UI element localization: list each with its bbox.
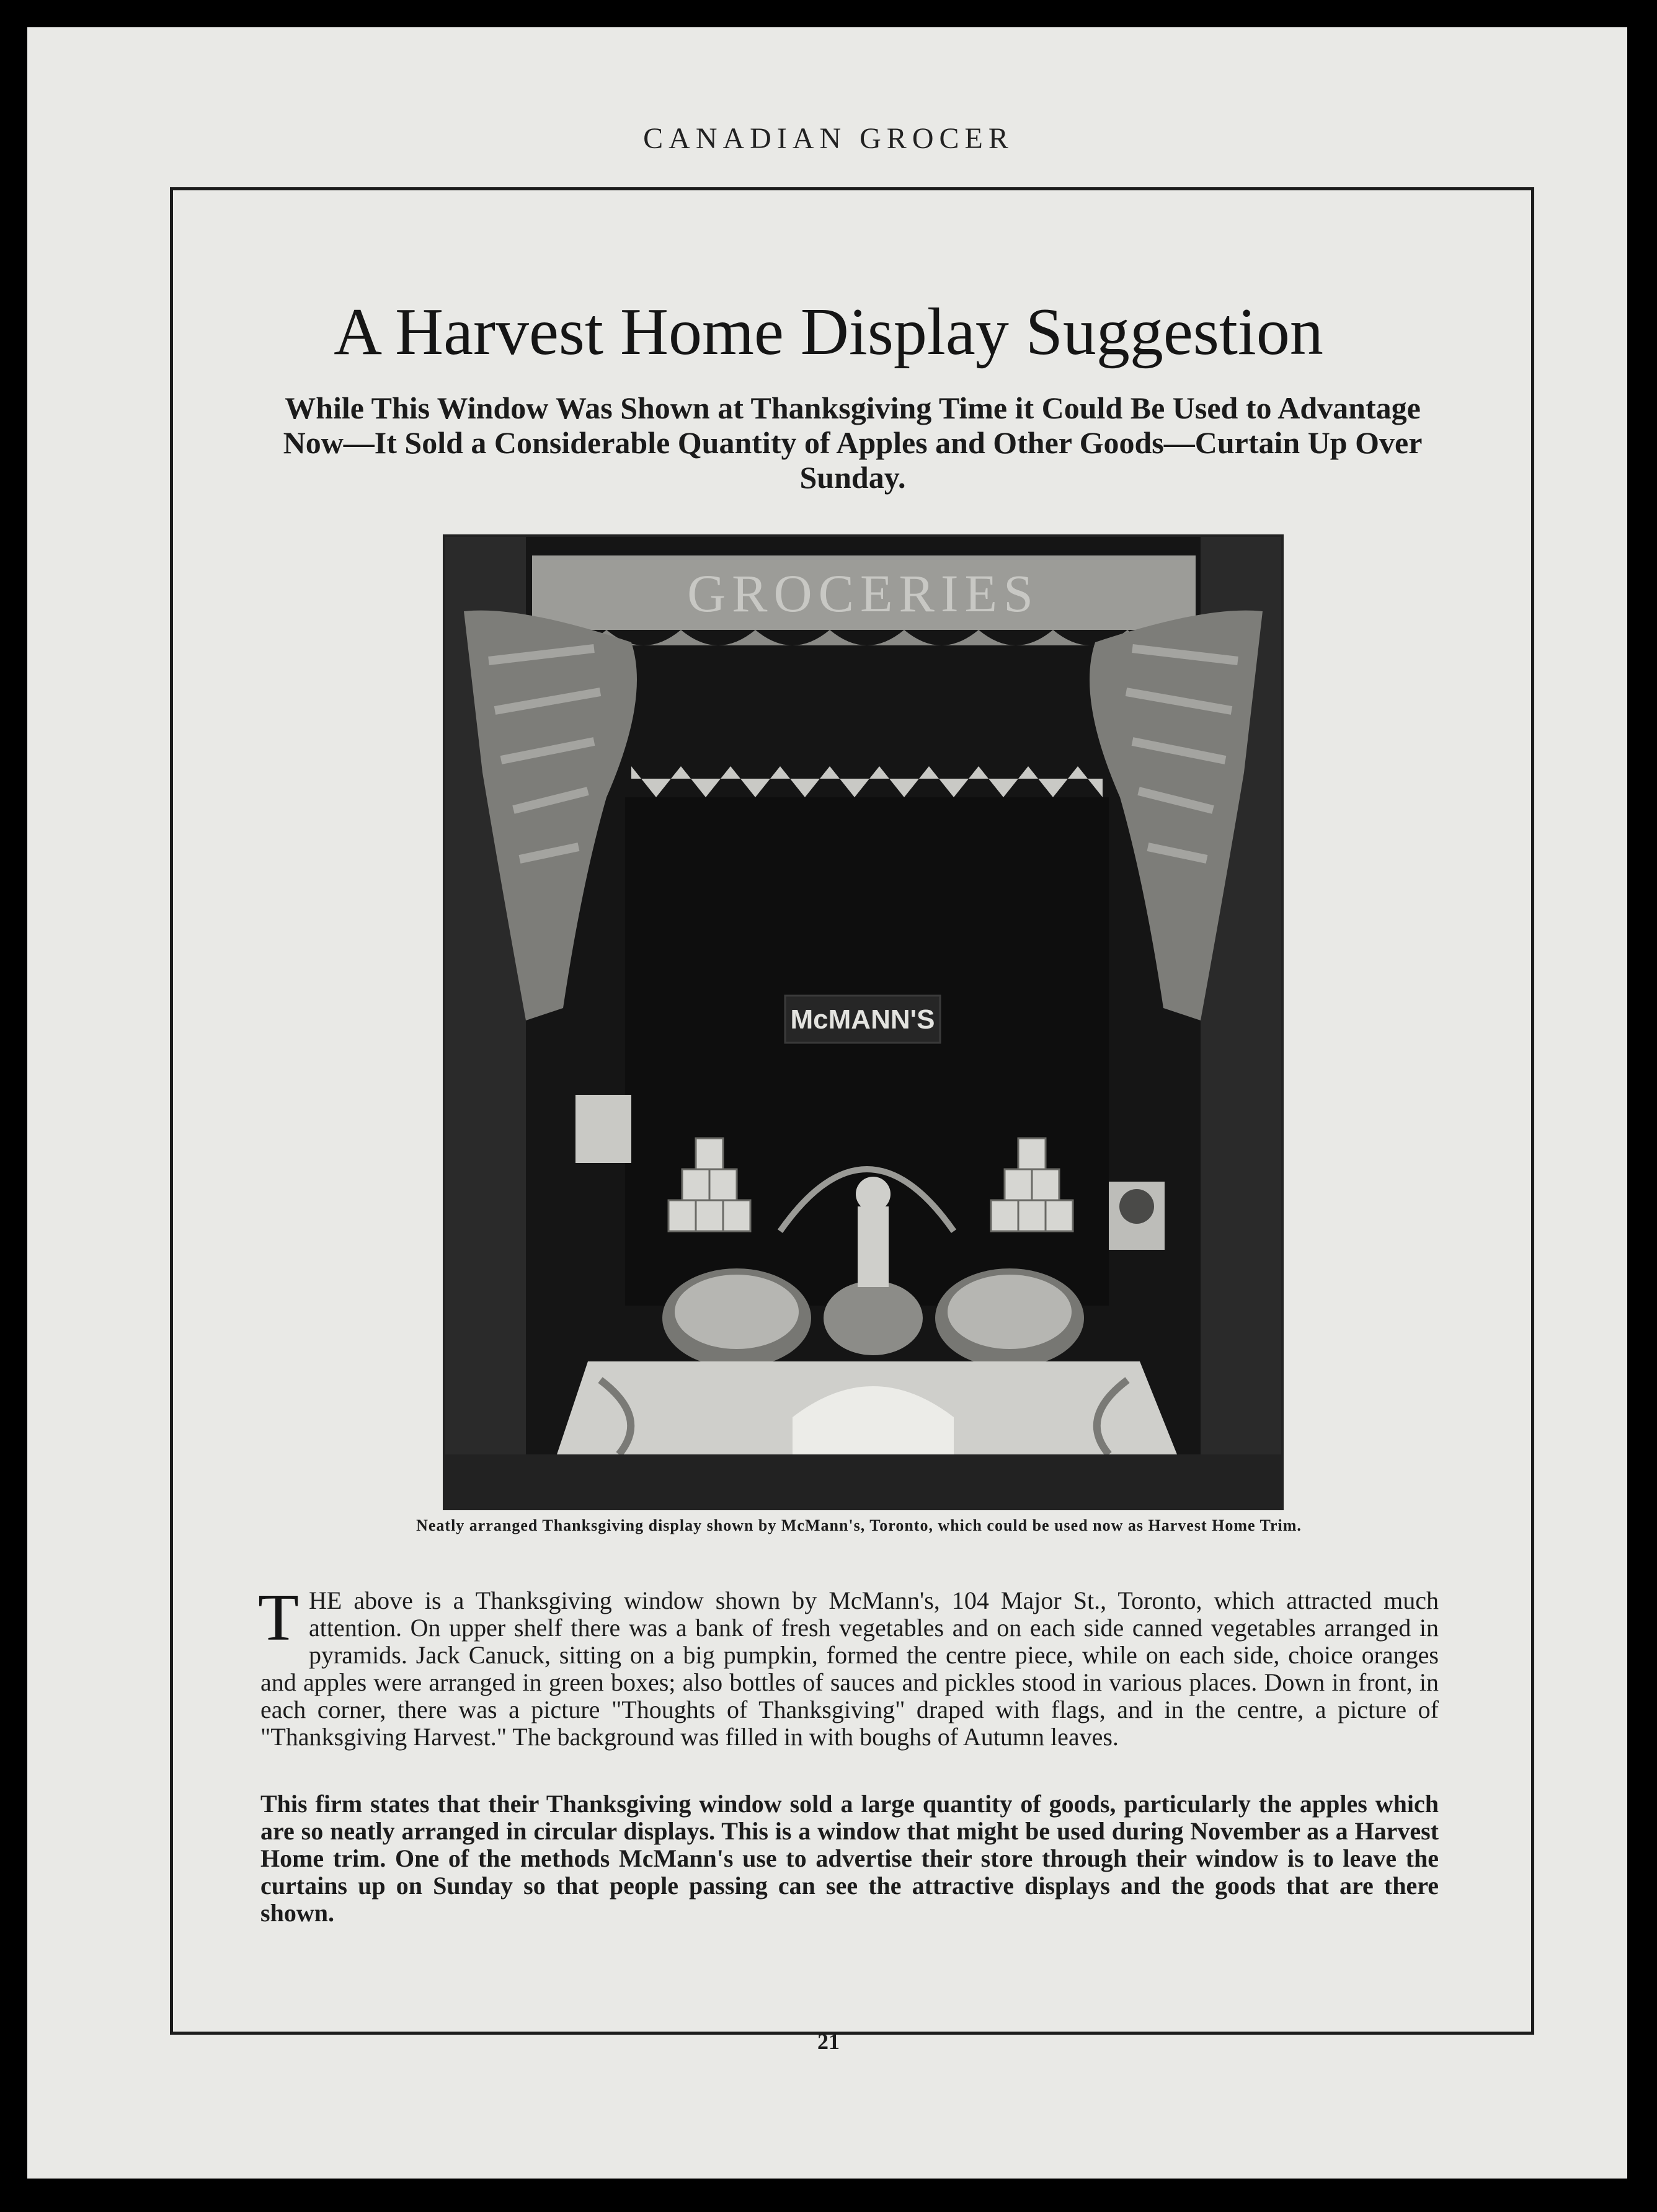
running-head: CANADIAN GROCER bbox=[643, 122, 1014, 155]
pumpkin bbox=[824, 1281, 923, 1355]
store-sign-text: McMANN'S bbox=[790, 1004, 935, 1035]
page-number: 21 bbox=[817, 2029, 840, 2054]
awning-lettering: GROCERIES bbox=[687, 564, 1039, 623]
article-deck: While This Window Was Shown at Thanksgiving Time it Could Be Used to Advantage Now—It Sold a Considerable Quantity of Apples and Other Goods—Curtain Up Over Sunday. bbox=[283, 391, 1423, 495]
article-paragraph-1 bbox=[258, 1581, 1439, 1751]
drop-cap: T bbox=[258, 1581, 299, 1655]
paragraph-1-text: HE above is a Thanksgiving window shown by McMann's, 104 Major St., Toronto, which attracted much attention. On upper shelf there was a bank of fresh vegetables and on each side canned vegetables arranged in pyramids. Jack Canuck, sitting on a big pumpkin, formed the centre piece, while on each side, choice oranges and apples were arranged in green boxes; also bottles of sauces and pickles stood in various places. Down in front, in each corner, there was a picture "Thoughts of Thanksgiving" draped with flags, and in the centre, a picture of "Thanksgiving Harvest." The background was filled in with boughs of Autumn leaves. bbox=[260, 1586, 1439, 1751]
article-paragraph-2: This firm states that their Thanksgiving window sold a large quantity of goods, particularly the apples which are so neatly arranged in circular displays. This is a window that might be used during November as a Harvest Home trim. One of the methods McMann's use to advertise their store through their window is to leave the curtains up on Sunday so that people passing can see the attractive displays and the goods that are there shown. bbox=[260, 1790, 1439, 1927]
photo-caption: Neatly arranged Thanksgiving display shown by McMann's, Toronto, which could be used now as Harvest Home Trim. bbox=[416, 1516, 1302, 1534]
window-display-photo bbox=[443, 534, 1284, 1510]
article-headline: A Harvest Home Display Suggestion bbox=[334, 295, 1323, 369]
